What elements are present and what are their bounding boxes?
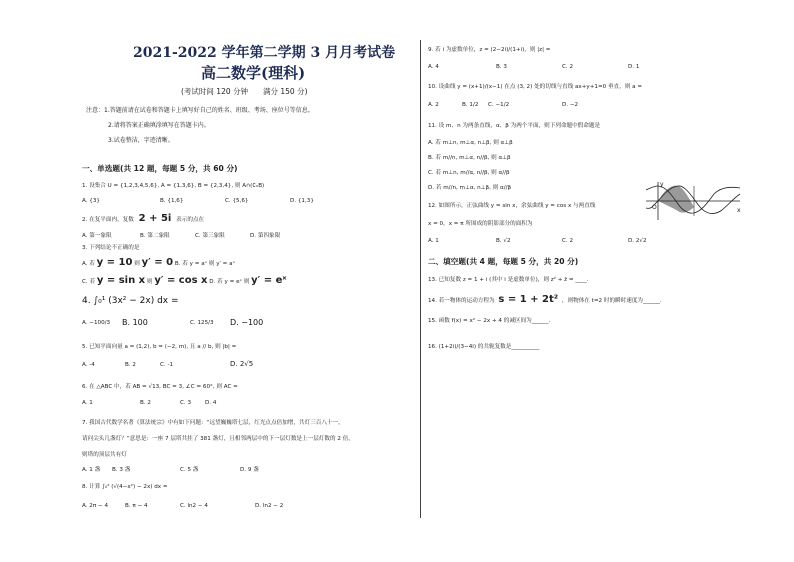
q4-option-a: A. −100/3 <box>82 320 111 326</box>
q4-option-d: D. −100 <box>230 318 264 327</box>
question-14 <box>428 294 662 305</box>
q3-c-expr2: y′ = cos x <box>154 275 208 286</box>
question-10: 10. 设曲线 y = (x+1)/(x−1) 在点 (3, 2) 处的切线与直线 ax+y+1=0 垂直，则 a = <box>428 84 643 90</box>
q11-option-b: B. 若 m//n, m⊥α, n//β, 则 α⊥β <box>428 155 511 161</box>
page-subtitle: 高二数学(理科) <box>201 64 306 82</box>
q12-option-a: A. 1 <box>428 238 439 244</box>
sine-cosine-figure <box>644 180 744 222</box>
q7-option-b: B. 3 盏 <box>112 467 131 473</box>
q2-text-post: 表示的点在 <box>176 217 205 223</box>
q11-option-c: C. 若 m⊥n, m//α, n//β, 则 α//β <box>428 170 510 176</box>
q2-option-d: D. 第四象限 <box>250 233 281 239</box>
note-2: 2.请将答案正确填涂填写在答题卡内。 <box>108 122 210 129</box>
page-title: 2021-2022 学年第二学期 3 月月考试卷 <box>133 45 396 61</box>
question-12-line-2: x = 0，x = π 所围成的阴影部分的面积为 <box>428 221 533 227</box>
q5-option-a: A. -4 <box>82 362 95 368</box>
q9-option-d: D. 1 <box>628 64 640 70</box>
q3-a-label: A. 若 <box>82 261 95 267</box>
q3-a-expr2: y′ = 0 <box>141 257 174 268</box>
q6-option-b: B. 2 <box>140 400 151 406</box>
question-7-line-2: 请问尖头几盏灯？”意思是：一座 7 层塔共挂了 381 盏灯，且相邻两层中的下一层灯数是上一层灯数的 2 倍， <box>82 436 354 442</box>
note-1: 注意：1.答题前请在试卷和答题卡上填写好自己的姓名、班级、考场、座位号等信息。 <box>86 107 314 114</box>
q8-option-c: C. ln2 − 4 <box>180 503 208 509</box>
q12-option-b: B. √2 <box>496 238 511 244</box>
q1-option-c: C. {5,6} <box>225 198 249 204</box>
question-7-line-1: 7. 我国古代数学名著《算法统宗》中有如下问题：“远望巍巍塔七层，红光点点倍加增，共灯三百八十一， <box>82 420 344 426</box>
origin-label: O <box>652 204 657 211</box>
q8-option-b: B. π − 4 <box>125 503 148 509</box>
q2-text-pre: 2. 在复平面内，复数 <box>82 217 134 223</box>
q3-options-ab <box>82 257 235 268</box>
q10-option-d: D. −2 <box>562 102 579 108</box>
question-5: 5. 已知平面向量 a = (1,2), b = (−2, m), 且 a // b, 则 |b| = <box>82 344 237 350</box>
q11-option-d: D. 若 m//n, m⊥α, n⊥β, 则 α//β <box>428 185 512 191</box>
q5-option-c: C. -1 <box>160 362 174 368</box>
question-15: 15. 函数 f(x) = x² − 2x + 4 的减区间为______. <box>428 318 551 324</box>
q6-option-a: A. 1 <box>82 400 93 406</box>
q1-option-d: D. {1,3} <box>290 198 314 204</box>
q14-text-post: ，则物体在 t=2 时的瞬时速度为______. <box>561 298 662 304</box>
q8-option-a: A. 2π − 4 <box>82 503 109 509</box>
time-info: (考试时间 120 分钟 满分 150 分) <box>181 87 308 96</box>
q5-option-d: D. 2√5 <box>230 360 254 368</box>
column-divider <box>420 40 421 518</box>
q2-expression: 2 + 5i <box>138 213 172 224</box>
q1-option-a: A. {3} <box>82 198 100 204</box>
question-7-line-3: 则塔的顶层共有灯 <box>82 452 127 458</box>
q4-option-c: C. 125/3 <box>190 320 214 326</box>
question-6: 6. 在 △ABC 中，若 AB = √13, BC = 3, ∠C = 60°, 则 AC = <box>82 384 238 390</box>
q6-option-d: D. 4 <box>205 400 217 406</box>
q14-expression: s = 1 + 2t² <box>498 294 559 305</box>
q7-option-a: A. 1 盏 <box>82 467 101 473</box>
question-12-line-1: 12. 如图所示，正弦曲线 y = sin x，余弦曲线 y = cos x 与两直线 <box>428 203 596 209</box>
q10-option-b: B. 1/2 <box>462 102 479 108</box>
question-2 <box>82 213 204 224</box>
q4-option-b: B. 100 <box>122 318 148 327</box>
q2-option-c: C. 第三象限 <box>195 233 225 239</box>
question-11: 11. 设 m、n 为两条直线，α、β 为两个平面，则下列命题中假命题是 <box>428 123 601 129</box>
q3-c-expr1: y = sin x <box>96 275 146 286</box>
q10-option-c: C. −1/2 <box>488 102 510 108</box>
q5-option-b: B. 2 <box>125 362 136 368</box>
q3-a-expr1: y = 10 <box>96 257 133 268</box>
question-9: 9. 若 i 为虚数单位，z = (2−2i)/(1+i)，则 |z| = <box>428 47 551 53</box>
question-16: 16. (1+2i)/(3−4i) 的共轭复数是__________ <box>428 344 540 350</box>
section-heading-single-choice: 一、单选题(共 12 题，每题 5 分，共 60 分) <box>82 164 238 173</box>
q7-option-c: C. 5 盏 <box>180 467 199 473</box>
q3-d-expr: y′ = eˣ <box>251 275 287 286</box>
q12-option-c: C. 2 <box>562 238 574 244</box>
q2-option-b: B. 第二象限 <box>140 233 170 239</box>
q3-c-label: C. 若 <box>82 279 96 285</box>
q1-option-b: B. {1,6} <box>160 198 184 204</box>
q14-text-pre: 14. 若一物体的运动方程为 <box>428 298 495 304</box>
q11-option-a: A. 若 m⊥n, m⊥α, n⊥β, 则 α⊥β <box>428 140 513 146</box>
q3-b-text: B. 若 y = aˣ 则 y′ = aˣ <box>174 261 235 267</box>
y-axis-label: y <box>660 181 664 188</box>
q8-option-d: D. ln2 − 2 <box>255 503 284 509</box>
q3-c-mid: 则 <box>146 279 153 285</box>
q9-option-b: B. 3 <box>496 64 507 70</box>
question-1: 1. 设集合 U = {1,2,3,4,5,6}, A = {1,3,6}, B = {2,3,4}, 则 A∩(∁ᵤB) <box>82 183 265 189</box>
question-8: 8. 计算 ∫₀² (√(4−x²) − 2x) dx = <box>82 484 168 490</box>
q9-option-a: A. 4 <box>428 64 439 70</box>
question-3: 3. 下列结论不正确的是 <box>82 245 140 251</box>
q3-options-cd <box>82 275 287 286</box>
q12-option-d: D. 2√2 <box>628 238 647 244</box>
q3-d-text: D. 若 y = eˣ 则 <box>209 279 250 285</box>
q6-option-c: C. 3 <box>180 400 192 406</box>
section-heading-fill-in: 二、填空题(共 4 题，每题 5 分，共 20 分) <box>428 257 579 266</box>
question-13: 13. 已知复数 z = 1 + i (其中 i 是虚数单位)，则 z² + z̄ = ____. <box>428 277 589 283</box>
q10-option-a: A. 2 <box>428 102 439 108</box>
q2-option-a: A. 第一象限 <box>82 233 112 239</box>
shaded-region <box>658 186 694 213</box>
question-4: 4. ∫₀¹ (3x² − 2x) dx = <box>82 296 179 306</box>
q3-a-mid: 则 <box>134 261 140 267</box>
q9-option-c: C. 2 <box>562 64 574 70</box>
x-axis-label: x <box>737 207 741 214</box>
note-3: 3.试卷整洁，字迹清晰。 <box>108 137 174 144</box>
q7-option-d: D. 9 盏 <box>240 467 259 473</box>
